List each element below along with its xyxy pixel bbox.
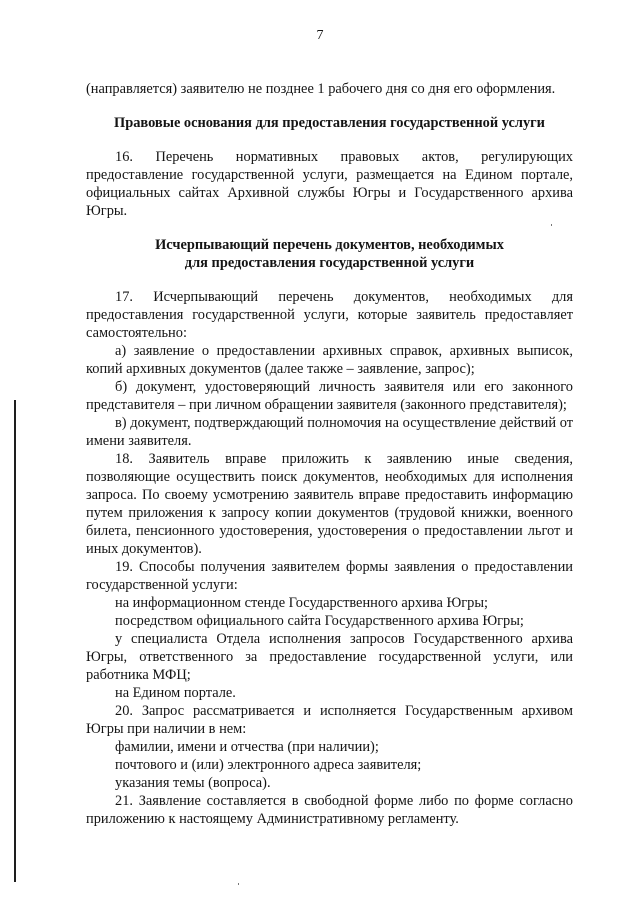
paragraph: 17. Исчерпывающий перечень документов, необходимых для предоставления государственной услуги, которые заявитель предоставляет самостоятельно: xyxy=(86,289,573,341)
section-heading: Правовые основания для предоставления государственной услуги xyxy=(114,115,545,131)
paragraph: 16. Перечень нормативных правовых актов, регулирующих предоставление государственной услуги, размещается на Едином портале, официальных сайтах Архивной службы Югры и Государственного архива Югры. xyxy=(86,149,573,219)
document-body xyxy=(86,80,573,828)
paragraph: указания темы (вопроса). xyxy=(115,775,271,791)
paragraph: (направляется) заявителю не позднее 1 рабочего дня со дня его оформления. xyxy=(86,81,556,97)
paragraph: 20. Запрос рассматривается и исполняется Государственным архивом Югры при наличии в нем: xyxy=(86,703,573,737)
paragraph: 18. Заявитель вправе приложить к заявлению иные сведения, позволяющие осуществить поиск документов, необходимых для исполнения запроса. По своему усмотрению заявитель вправе предоставить информацию путем приложения к запросу копии документов (трудовой книжки, военного билета, пенсионного удостоверения, удостоверения о предоставлении льгот и иных документов). xyxy=(86,451,573,557)
scan-margin-bar xyxy=(14,400,16,882)
paragraph: 21. Заявление составляется в свободной форме либо по форме согласно приложению к настоящему Административному регламенту. xyxy=(86,793,573,827)
section-heading: Исчерпывающий перечень документов, необходимых xyxy=(155,237,504,253)
paragraph: на Едином портале. xyxy=(115,685,236,701)
paragraph: на информационном стенде Государственного архива Югры; xyxy=(115,595,489,611)
paragraph: у специалиста Отдела исполнения запросов Государственного архива Югры, ответственного за предоставление государственной услуги, или работника МФЦ; xyxy=(86,631,573,683)
paragraph: фамилии, имени и отчества (при наличии); xyxy=(115,739,379,755)
section-heading: для предоставления государственной услуги xyxy=(184,255,475,271)
paragraph-gap xyxy=(86,98,573,114)
paragraph: а) заявление о предоставлении архивных справок, архивных выписок, копий архивных документов (далее также – заявление, запрос); xyxy=(86,343,573,377)
paragraph: посредством официального сайта Государственного архива Югры; xyxy=(115,613,524,629)
paragraph: в) документ, подтверждающий полномочия на осуществление действий от имени заявителя. xyxy=(86,415,573,449)
scan-speck xyxy=(238,883,239,885)
paragraph: почтового и (или) электронного адреса заявителя; xyxy=(115,757,422,773)
paragraph: 19. Способы получения заявителем формы заявления о предоставлении государственной услуги: xyxy=(86,559,573,593)
scan-speck xyxy=(551,224,552,226)
paragraph-gap xyxy=(86,220,573,236)
page-number: 7 xyxy=(316,28,324,43)
paragraph: б) документ, удостоверяющий личность заявителя или его законного представителя – при личном обращении заявителя (законного представителя); xyxy=(86,379,573,413)
paragraph-gap xyxy=(86,132,573,148)
paragraph-gap xyxy=(86,272,573,288)
